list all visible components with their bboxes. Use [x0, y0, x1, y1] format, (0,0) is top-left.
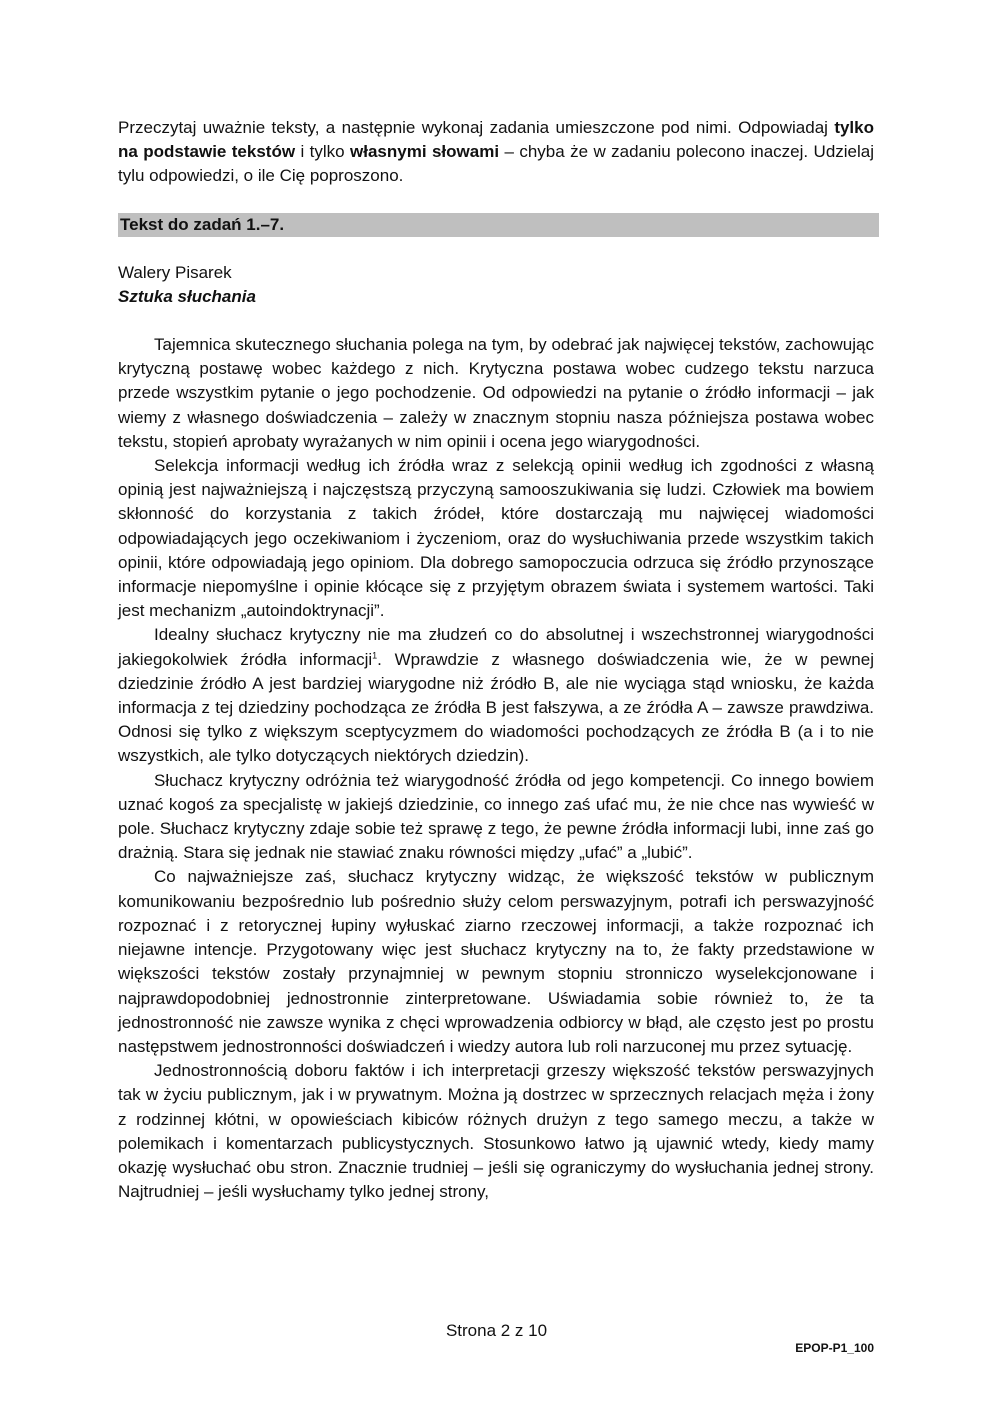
instructions-text-3: – chyba że w zadaniu polecono inaczej. Udzielaj tylu odpowiedzi, o ile Cię poproszono.: [118, 142, 875, 186]
paragraph-3-text-a: Idealny słuchacz krytyczny nie ma złudzeń co do absolutnej i wszechstronnej wiarygodności jakiegokolwiek źródła informacji: [118, 625, 874, 669]
exam-code: EPOP-P1_100: [795, 1341, 874, 1355]
page-number: Strona 2 z 10: [445, 1321, 548, 1340]
article-title: Sztuka słuchania: [118, 286, 256, 306]
paragraph-5: Co najważniejsze zaś, słuchacz krytyczny widząc, że większość tekstów w publicznym komunikowaniu bezpośrednio lub pośrednio służy celom perswazyjnym, potrafi ich perswazyjność rozpoznać i z retorycznej łupiny wyłuskać ziarno rzeczowej informacji, a także rozpoznać ich niejawne intencje. Przygotowany więc jest słuchacz krytyczny na to, że fakty przedstawione w większości tekstów zostały przynajmniej w pewnym stopniu stronniczo wyselekcjonowane i najprawdopodobniej jednostronnie zinterpretowane. Uświadamia sobie również to, że ta jednostronność nie zawsze wynika z chęci wprowadzenia odbiorcy w błąd, ale często jest po prostu następstwem jednostronności doświadczeń i wiedzy autora lub roli narzuconej mu przez sytuację.: [118, 867, 874, 1056]
exam-page-content: [118, 116, 874, 1204]
section-heading: Tekst do zadań 1.–7.: [118, 213, 879, 237]
paragraph-3: [118, 623, 874, 768]
paragraph-2: Selekcja informacji według ich źródła wraz z selekcją opinii według ich zgodności z własną opinią jest najważniejszą i najczęstszą przyczyną samooszukiwania się ludzi. Człowiek ma bowiem skłonność do korzystania z takich źródeł, które dostarczają mu najwięcej wiadomości odpowiadających jego oczekiwaniom i życzeniom, oraz do wysłuchiwania przede wszystkim takich opinii, które odpowiadają jego opiniom. Dla dobrego samopoczucia odrzuca się źródło przynoszące informacje niepomyślne i opinie kłócące się z przyjętym obrazem świata i systemem wartości. Taki jest mechanizm „autoindoktrynacji”.: [118, 456, 874, 621]
instructions-bold-1: tylko na podstawie tekstów: [118, 118, 874, 162]
paragraph-3-text-b: . Wprawdzie z własnego doświadczenia wie, że w pewnej dziedzinie źródło A jest bardziej wiarygodne niż źródło B, ale nie wyciąga stąd wniosku, że każda informacja z tej dziedziny pochodząca ze źródła B jest fałszywa, a ze źródła A – zawsze prawdziwa. Odnosi się tylko z większym sceptycyzmem do wiadomości pochodzących ze źródła B (a i to nie wszystkich, ale tylko dotyczących niektórych dziedzin).: [118, 649, 874, 766]
paragraph-4: Słuchacz krytyczny odróżnia też wiarygodność źródła od jego kompetencji. Co innego bowiem uznać kogoś za specjalistę w jakiejś dziedzinie, co innego zaś ufać mu, że nie chce nas wywieść w pole. Słuchacz krytyczny zdaje sobie też sprawę z tego, że pewne źródła informacji lubi, inne zaś go drażnią. Stara się jednak nie stawiać znaku równości między „ufać” a „lubić”.: [118, 770, 874, 863]
instructions-text-2: i tylko: [295, 142, 351, 162]
instructions: [118, 116, 874, 189]
instructions-text-1: Przeczytaj uważnie teksty, a następnie wykonaj zadania umieszczone pod nimi. Odpowiadaj: [118, 118, 835, 137]
article-author: Walery Pisarek: [118, 262, 232, 282]
article-body: [118, 333, 874, 1204]
paragraph-6: Jednostronnością doboru faktów i ich interpretacji grzeszy większość tekstów perswazyjnych tak w życiu publicznym, jak i w prywatnym. Można ją dostrzec w sprzecznych relacjach męża i żony z rodzinnej kłótni, w opowieściach kibiców różnych drużyn z tego samego meczu, a także w polemikach i komentarzach publicystycznych. Stosunkowo łatwo ją ujawnić wtedy, kiedy mamy okazję wysłuchać obu stron. Znacznie trudniej – jeśli się ograniczymy do wysłuchania jednej strony. Najtrudniej – jeśli wysłuchamy tylko jednej strony,: [118, 1061, 874, 1202]
footnote-marker: 1: [372, 650, 378, 660]
paragraph-1: Tajemnica skutecznego słuchania polega na tym, by odebrać jak najwięcej tekstów, zachowując krytyczną postawę wobec każdego z nich. Krytyczna postawa wobec cudzego tekstu narzuca przede wszystkim pytanie o jego pochodzenie. Od odpowiedzi na pytanie o źródło informacji – jak wiemy z własnego doświadczenia – zależy w znacznym stopniu nasza późniejsza postawa wobec tekstu, stopień aprobaty wyrażanych w nim opinii i ocena jego wiarygodności.: [118, 335, 874, 451]
instructions-bold-2: własnymi słowami: [350, 142, 500, 162]
